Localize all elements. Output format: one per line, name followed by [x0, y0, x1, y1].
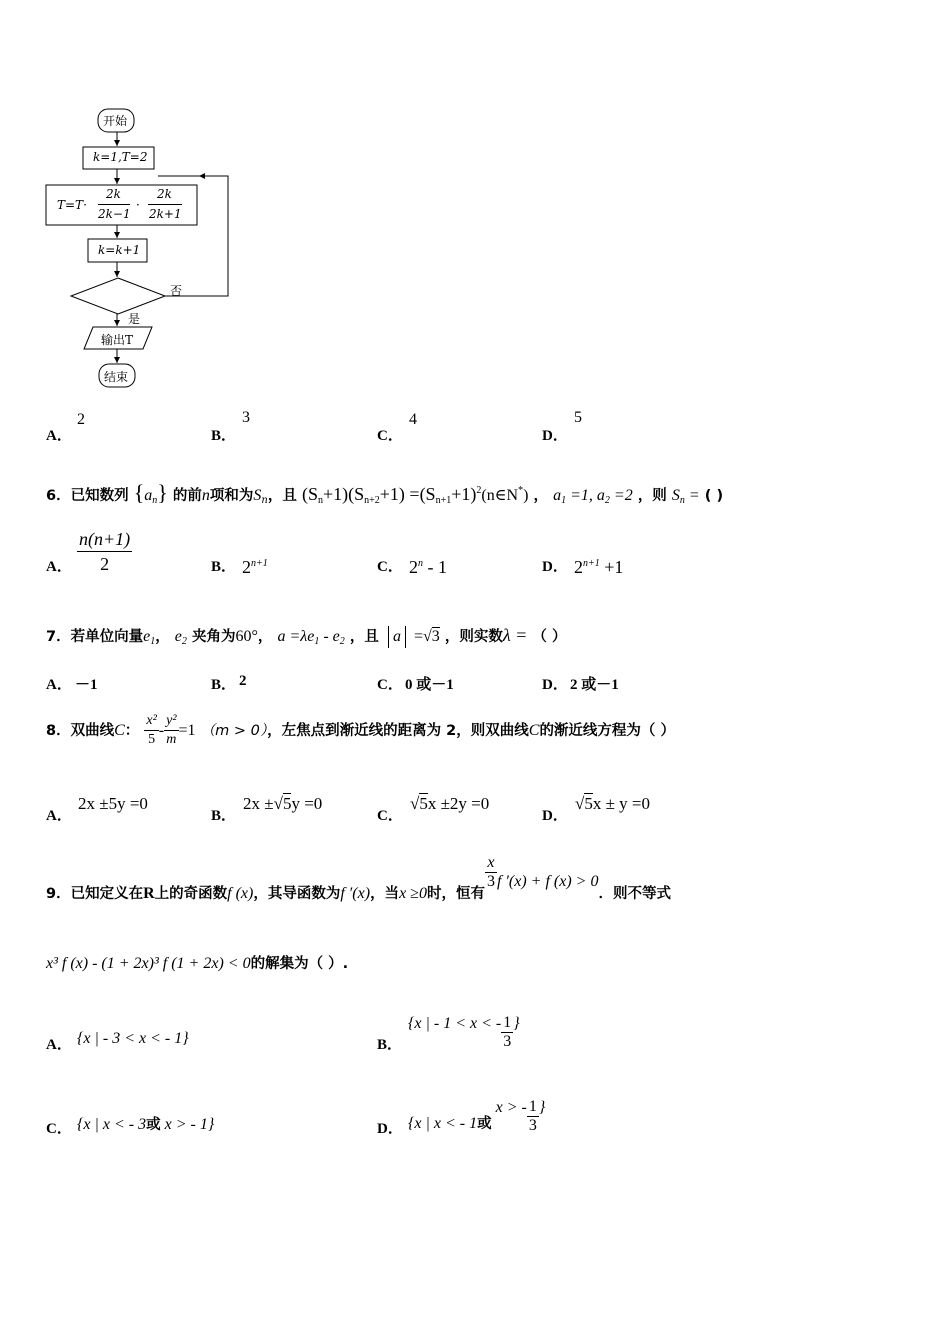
q6-equation: $(S_n+1)(S_{n+2}+1)$ $=(S_{n+1}+1)^2(n\in N^*)$ [301, 484, 529, 506]
q6-option-b-label: B． [211, 559, 237, 575]
question-9-stem-line2 [46, 946, 348, 980]
flow-start-label: 开始 [103, 114, 128, 128]
q7-angle: 60° [235, 628, 258, 645]
q6-S: S [253, 487, 262, 504]
q9-cond: x ≥0 [399, 885, 427, 902]
q9-option-d-value: {x | x < - 1或 x > - $\frac{1}{3}$ } [408, 1097, 546, 1134]
flow-init-label: k=1,T=2 [93, 150, 148, 164]
q7-paren: （ ） [532, 629, 567, 645]
q7-abs: a =√3 [384, 628, 440, 645]
q9-option-c-label: C． [46, 1121, 72, 1137]
q9-text: 已知定义在 [70, 886, 144, 902]
q8-option-c-label: C． [377, 808, 403, 824]
q6-option-a-label: A． [46, 559, 72, 575]
q9-inequality: f ′(x) + f (x) > 0 [496, 873, 599, 890]
q8-cond: （m > 0） [200, 723, 268, 739]
q9-text: 时，恒有 [426, 886, 485, 902]
question-6-stem [46, 474, 723, 508]
q7-option-d-value: 2 或－1 [570, 677, 619, 693]
q9-fx: f (x) [227, 885, 254, 902]
q6-S-sub: n [261, 495, 268, 506]
q7-option-b-label: B． [211, 677, 237, 693]
q8-number: 8． [46, 723, 71, 739]
q6-n: n [201, 487, 210, 504]
flow-end-label: 结束 [104, 370, 129, 384]
q7-e1: $e_1$ [143, 628, 156, 647]
q6-sequence: $\{a_n\}$ [133, 480, 168, 506]
q7-text: ，且 [349, 629, 379, 645]
q5-option-c-value: 4 [409, 411, 417, 428]
q9-text: 的解集为（ ）. [250, 956, 349, 972]
q9-option-b-value: {x | - 1 < x < - $\frac{1}{3}$ } [408, 1013, 520, 1050]
q9-text: ，其导函数为 [253, 886, 341, 902]
q6-text: 的前 [172, 488, 202, 504]
q9-R: R [143, 885, 155, 902]
q9-fpx: f ′(x) [340, 885, 371, 902]
q7-expression: $a =\lambda e_1 - e_2$ [277, 628, 345, 647]
q6-paren: ( ) [704, 488, 724, 504]
q7-option-c-label: C． [377, 677, 403, 693]
q7-option-a-label: A． [46, 677, 72, 693]
q9-option-d-label: D． [377, 1121, 403, 1137]
question-8-stem [46, 705, 675, 755]
q6-text: ，且 [267, 488, 297, 504]
q6-text: ，则 [637, 488, 667, 504]
flow-yes-label: 是 [128, 312, 141, 326]
q6-option-a-frac: $\frac{n(n+1)}{2}$ [79, 529, 131, 574]
q6-option-b-value: $2^{n+1}$ [242, 557, 268, 577]
q5-option-b-label: B． [211, 428, 237, 444]
q7-option-b-value: 2 [239, 673, 247, 689]
q9-number: 9． [46, 886, 71, 902]
q8-C: C [528, 722, 540, 739]
q6-initial: $a_1 =1$, $a_2 =2$ [553, 487, 633, 506]
q5-option-d-value: 5 [574, 409, 582, 426]
q8-option-a-value: 2x ±5y =0 [78, 794, 148, 813]
q8-frac-y: $\frac{\text{y²}}{m}$ [166, 713, 177, 747]
q9-text: 上的奇函数 [154, 886, 228, 902]
flow-decision-node [71, 278, 165, 314]
q9-text: ，当 [370, 886, 400, 902]
q5-option-c-label: C． [377, 428, 403, 444]
question-9-stem [46, 850, 671, 914]
flow-frac1-bar [98, 204, 130, 205]
q7-text: 若单位向量 [70, 629, 144, 645]
q5-option-b-value: 3 [242, 409, 250, 426]
q8-C: C [114, 722, 125, 739]
q6-text: 项和为 [209, 488, 254, 504]
q8-text: 的渐近线方程为（ ） [539, 723, 675, 739]
q5-option-d-label: D． [542, 428, 568, 444]
q7-option-c-value: 0 或－1 [405, 677, 454, 693]
q7-lambda: λ = [502, 625, 528, 645]
q8-option-d-label: D． [542, 808, 568, 824]
q8-option-b-value: 2x ±√5y =0 [243, 794, 323, 813]
flow-frac1-den: 2k−1 [98, 207, 131, 221]
flow-output-label: 输出T [101, 333, 134, 347]
q7-option-a-value: －1 [75, 677, 98, 693]
q7-option-d-label: D． [542, 677, 568, 693]
flow-dot: · [136, 198, 140, 212]
flow-frac2-num: 2k [157, 187, 172, 201]
q6-option-d-value: $2^{n+1} +1$ [574, 557, 624, 577]
q8-minus: - [158, 722, 165, 739]
q6-text: ， [533, 488, 549, 504]
q7-text: ，则实数 [444, 629, 503, 645]
q6-option-d-label: D． [542, 559, 568, 575]
q9-option-a-label: A． [46, 1037, 72, 1053]
q6-ask: $S_n$ = [671, 487, 700, 506]
flow-no-label: 否 [170, 284, 183, 298]
q7-text: ， [257, 629, 273, 645]
q9-frac: $\frac{x}{3}$ [486, 854, 495, 890]
q9-option-a-value: {x | - 3 < x < - 1} [77, 1030, 189, 1047]
q7-e2: $e_2$ [174, 628, 187, 647]
q7-text: 夹角为 [192, 629, 236, 645]
q7-number: 7． [46, 629, 71, 645]
q8-option-c-value: √5x ±2y =0 [410, 794, 490, 813]
q9-inequality-2: x³ f (x) - (1 + 2x)³ f (1 + 2x) < 0 [46, 955, 251, 972]
q6-option-c-value: 2$^n$ - 1 [409, 557, 447, 577]
flow-increment-label: k=k+1 [98, 243, 141, 257]
q8-option-a-label: A． [46, 808, 72, 824]
q8-option-d-value: √5x ± y =0 [575, 794, 651, 813]
q6-option-c-label: C． [377, 559, 403, 575]
q6-number: 6． [46, 488, 71, 504]
q8-option-b-label: B． [211, 808, 237, 824]
flow-frac1-num: 2k [106, 187, 121, 201]
q6-text: 已知数列 [70, 488, 129, 504]
flow-frac2-den: 2k+1 [149, 207, 182, 221]
flow-assign-lhs: T=T· [57, 198, 87, 212]
q7-text: ， [155, 629, 170, 645]
q8-frac-x: $\frac{\text{x²}}{5}$ [146, 713, 157, 747]
q8-text: ，左焦点到渐近线的距离为 2，则双曲线 [267, 723, 529, 739]
q5-option-a-value: 2 [77, 411, 85, 428]
q5-option-a-label: A． [46, 428, 72, 444]
q8-text: ： [124, 723, 140, 739]
q8-text: 双曲线 [70, 723, 115, 739]
q9-option-c-value: {x | x < - 3或 x > - 1} [77, 1116, 215, 1133]
q9-option-b-label: B． [377, 1037, 403, 1053]
question-7-stem [46, 618, 566, 652]
flow-frac2-bar [148, 204, 182, 205]
q9-text: ．则不等式 [598, 886, 671, 902]
q8-eq: =1 [178, 722, 196, 739]
